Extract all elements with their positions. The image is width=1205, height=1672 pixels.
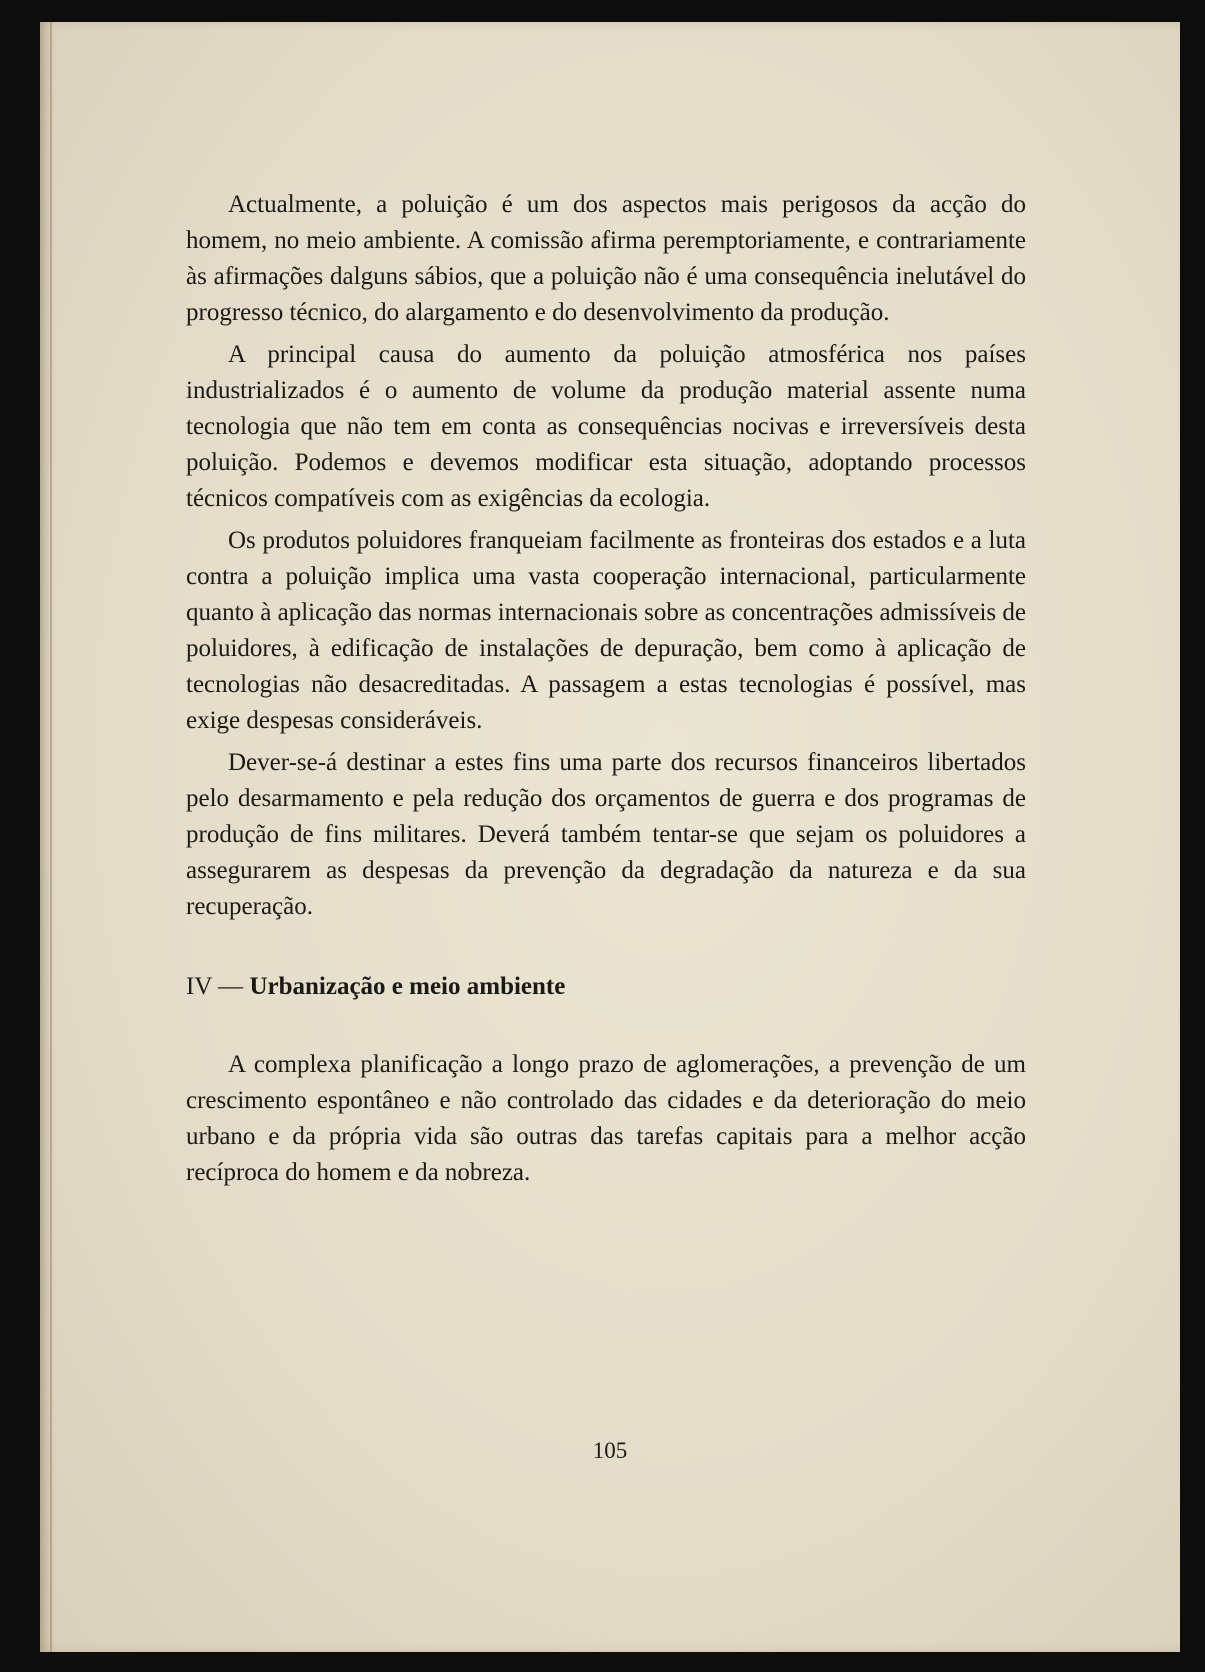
page-gutter [50,22,52,1652]
paragraph-financing: Dever-se-á destinar a estes fins uma parte dos recursos financeiros libertados pelo desarmamento e pela redução dos orçamentos de guerra e dos programas de produção de fins militares. Deverá também tentar-se que sejam os poluidores a assegurarem as despesas da prevenção da degradação da natureza e da sua recuperação. [186,749,1026,920]
paragraph-pollution-danger: Actualmente, a poluição é um dos aspectos mais perigosos da acção do homem, no meio ambiente. A comissão afirma peremptoriamente, e contrariamente às afirmações dalguns sábios, que a poluição não é uma consequência inelutável do progresso técnico, do alargamento e do desenvolvimento da produção. [186,191,1026,326]
book-page [40,22,1180,1652]
body-text [186,187,1026,1197]
section-title: Urbanização e meio ambiente [249,973,566,1000]
page-number: 105 [592,1438,628,1463]
paragraph-urbanization: A complexa planificação a longo prazo de aglomerações, a prevenção de um crescimento espontâneo e não controlado das cidades e da deterioração do meio urbano e da própria vida são outras das tarefas capitais para a melhor acção recíproca do homem e da nobreza. [186,1051,1026,1186]
section-heading [186,969,1026,1005]
paragraph-atmospheric-pollution: A principal causa do aumento da poluição atmosférica nos países industrializados é o aumento de volume da produção material assente numa tecnologia que não tem em conta as consequências nocivas e irreversíveis desta poluição. Podemos e devemos modificar esta situação, adoptando processos técnicos compatíveis com as exigências da ecologia. [186,341,1026,512]
section-number: IV — [186,973,244,1000]
paragraph-international-cooperation: Os produtos poluidores franqueiam facilmente as fronteiras dos estados e a luta contra a poluição implica uma vasta cooperação internacional, particularmente quanto à aplicação das normas internacionais sobre as concentrações admissíveis de poluidores, à edificação de instalações de depuração, bem como à aplicação de tecnologias não desacreditadas. A passagem a estas tecnologias é possível, mas exige despesas consideráveis. [186,527,1026,734]
